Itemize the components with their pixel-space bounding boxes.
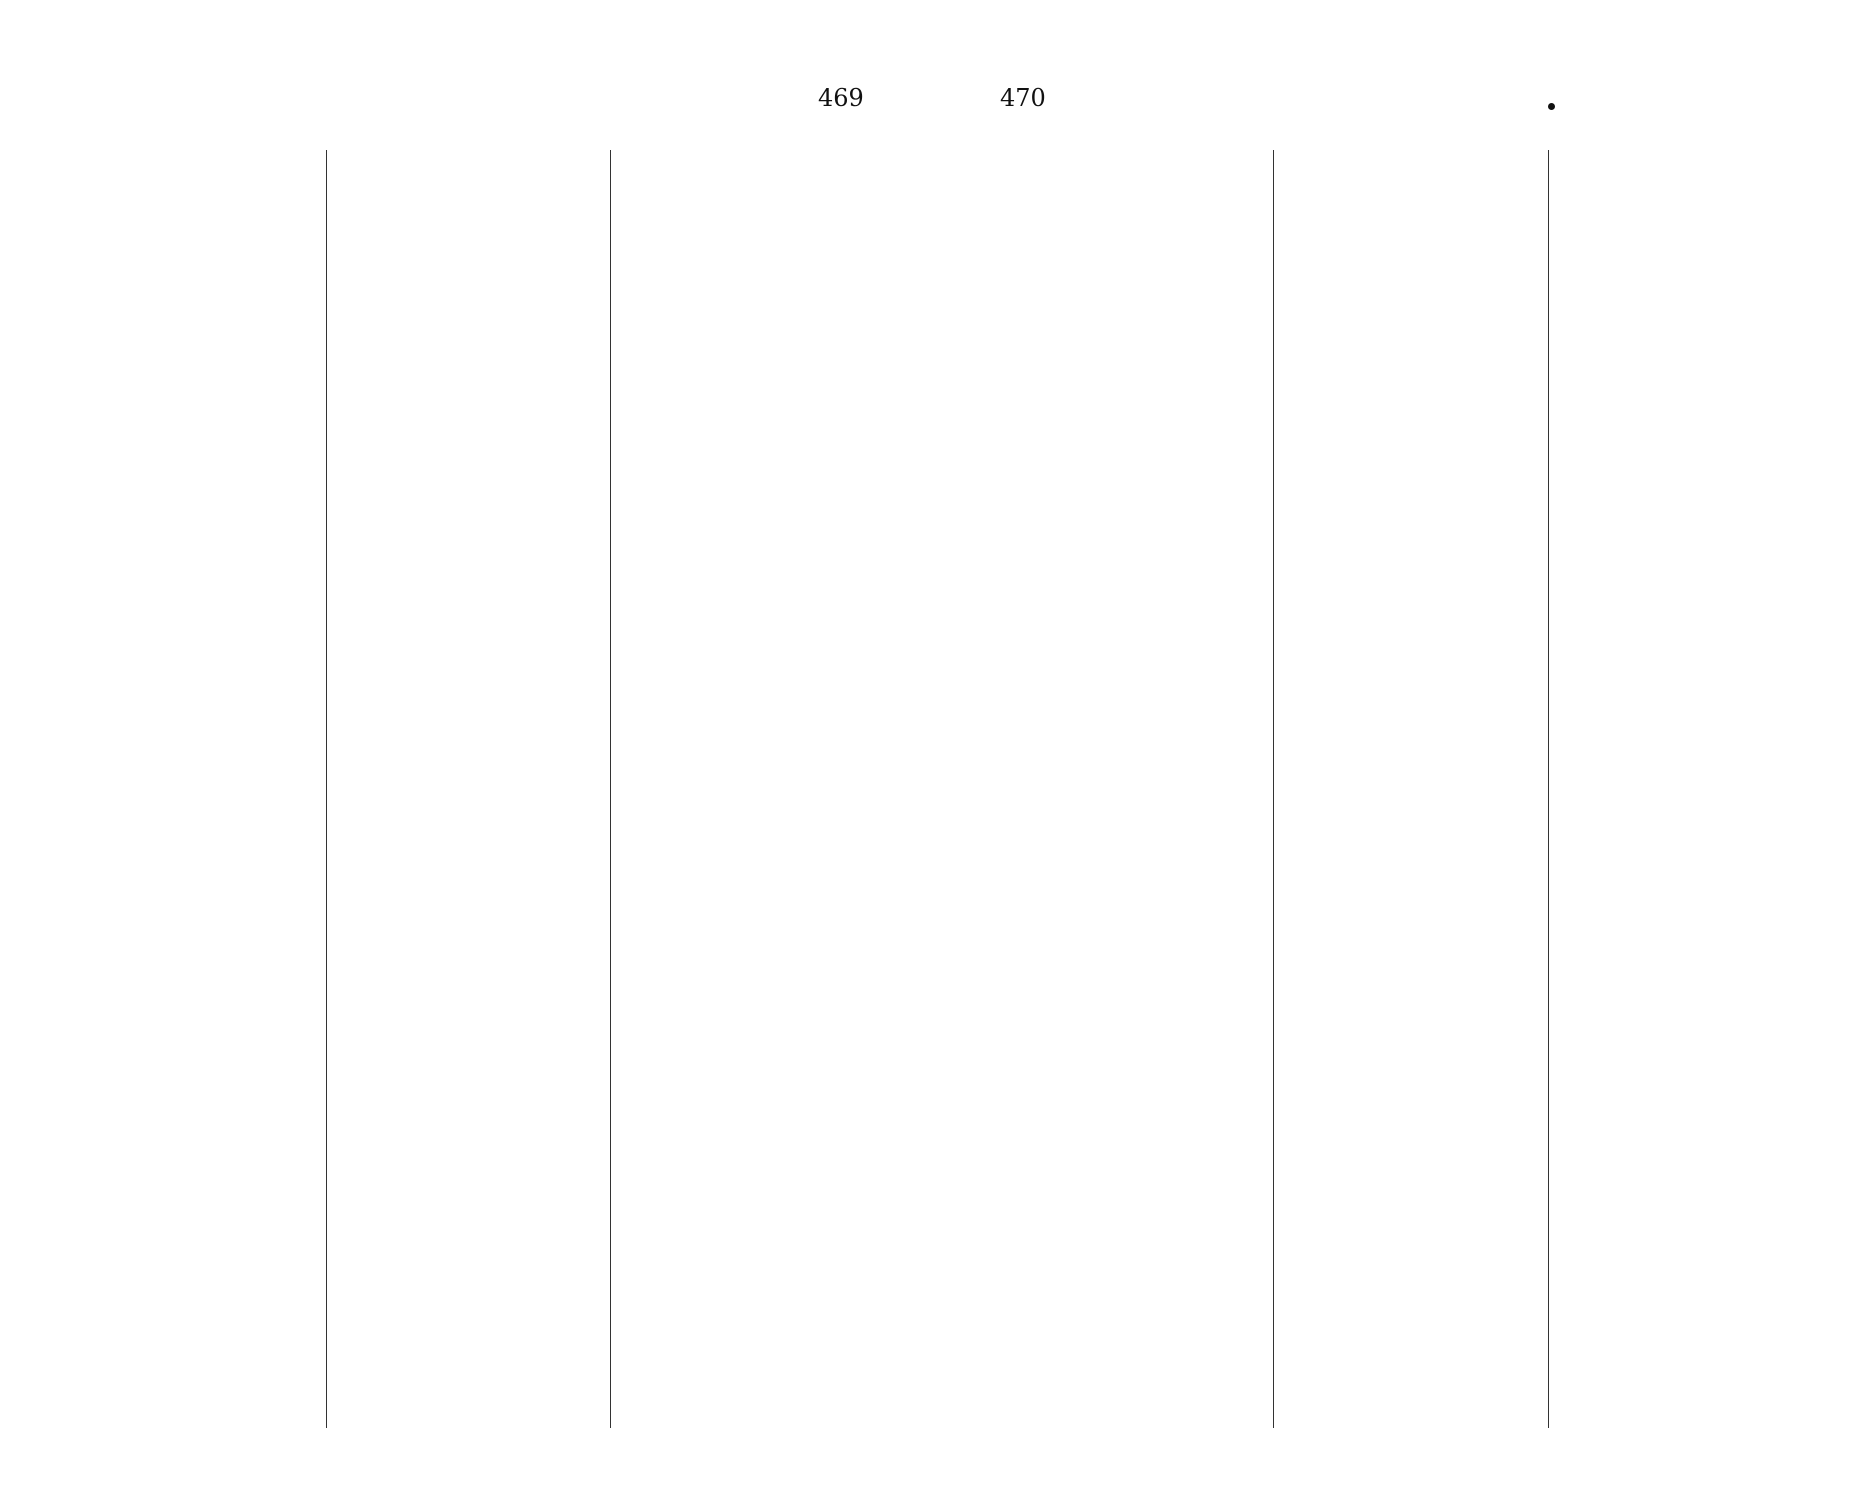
column-rule (1273, 150, 1274, 1428)
index-column-2 (343, 148, 593, 1428)
index-column-6 (1562, 148, 1832, 1428)
column-rule (326, 150, 327, 1428)
index-column-4 (1008, 148, 1266, 1428)
column-rule (610, 150, 611, 1428)
index-column-1 (58, 148, 308, 1428)
page-number-right: 470 (1000, 84, 1046, 112)
gutter-dot (1548, 103, 1555, 110)
column-rule (1548, 150, 1549, 1428)
page-number-left: 469 (818, 84, 864, 112)
index-column-3 (624, 148, 884, 1428)
index-column-5 (1288, 148, 1544, 1428)
